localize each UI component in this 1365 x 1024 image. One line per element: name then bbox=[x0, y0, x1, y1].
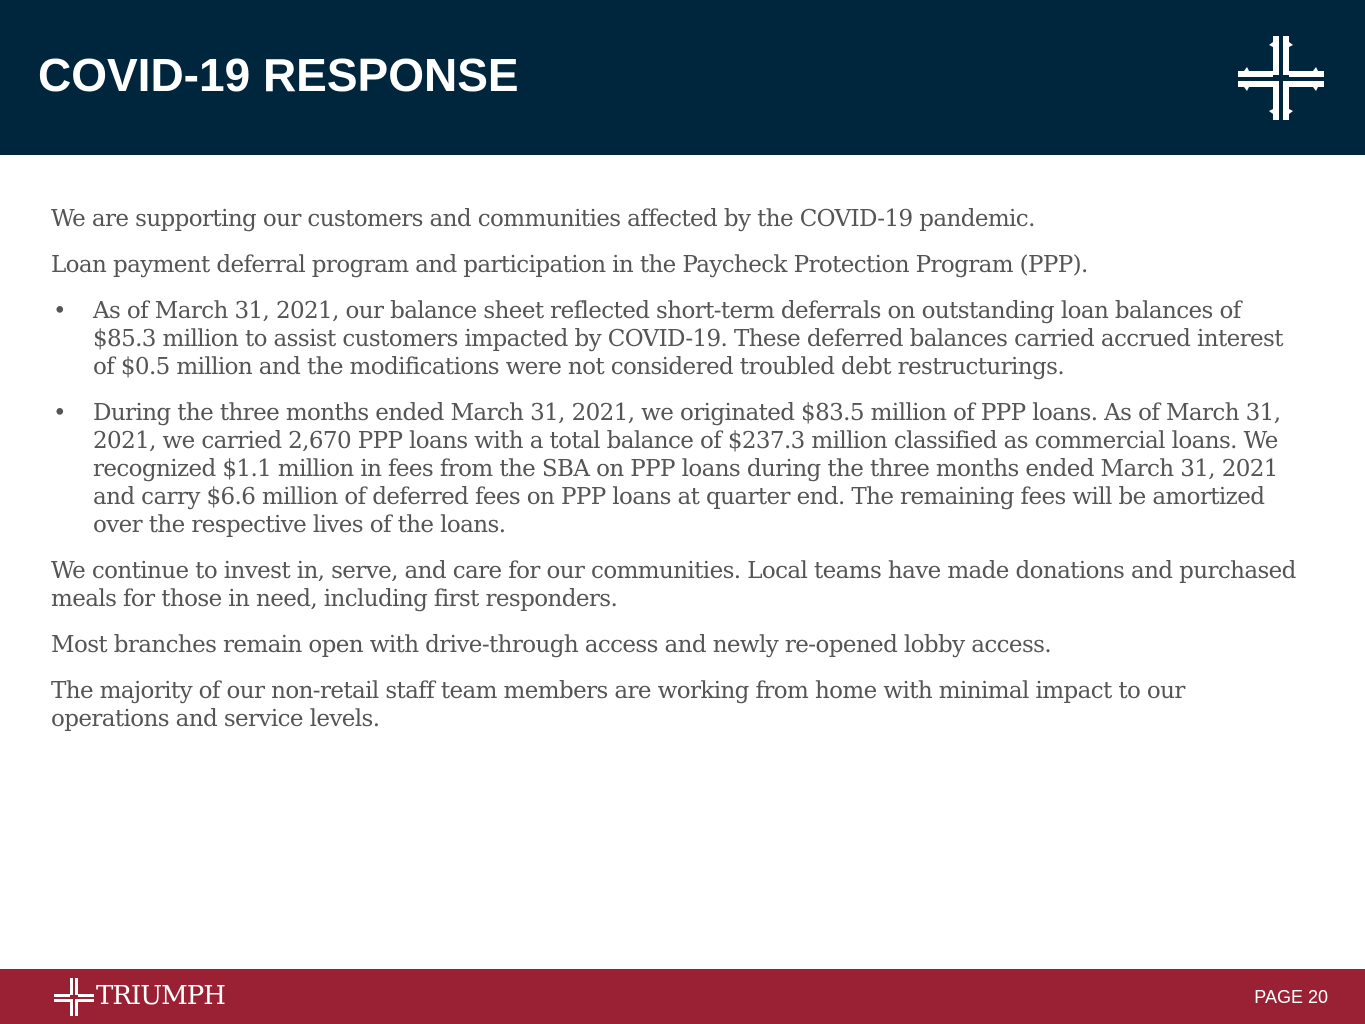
footer-brand-logo bbox=[54, 976, 234, 1018]
deferral-bullet bbox=[51, 297, 1301, 381]
slide-footer bbox=[0, 969, 1365, 1024]
ppp-bullet-list bbox=[51, 297, 1301, 539]
ppp-loans-bullet-text: During the three months ended March 31, 2021, we originated $83.5 million of PPP loans. As of March 31, 2021, we carried 2,670 PPP loans with a total balance of $237.3 million classified as commercial loans. We recognized $1.1 million in fees from the SBA on PPP loans during the three months ended March 31, 2021 and carry $6.6 million of deferred fees on PPP loans at quarter end. The remaining fees will be amortized over the respective lives of the loans. bbox=[93, 400, 1281, 538]
deferral-bullet-text: As of March 31, 2021, our balance sheet reflected short-term deferrals on outstanding loan balances of $85.3 million to assist customers impacted by COVID-19. These deferred balances carried accrued interest of $0.5 million and the modifications were not considered troubled debt restructurings. bbox=[93, 298, 1283, 380]
community-paragraph: We continue to invest in, serve, and care for our communities. Local teams have made donations and purchased meals for those in need, including first responders. bbox=[51, 558, 1296, 612]
page-title: COVID-19 RESPONSE bbox=[38, 49, 519, 101]
triumph-cross-logo-icon bbox=[1238, 36, 1324, 120]
remote-work-paragraph: The majority of our non-retail staff team members are working from home with minimal impact to our operations and service levels. bbox=[51, 678, 1185, 732]
bullet-icon: • bbox=[53, 298, 66, 324]
page-number: PAGE 20 bbox=[1254, 987, 1328, 1007]
intro-paragraph: We are supporting our customers and communities affected by the COVID-19 pandemic. bbox=[51, 206, 1035, 232]
bullet-icon: • bbox=[53, 400, 66, 426]
ppp-loans-bullet bbox=[51, 399, 1301, 539]
branches-paragraph: Most branches remain open with drive-through access and newly re-opened lobby access. bbox=[51, 632, 1052, 658]
slide-content bbox=[51, 205, 1301, 751]
ppp-program-paragraph: Loan payment deferral program and participation in the Paycheck Protection Program (PPP). bbox=[51, 252, 1088, 278]
footer-cross-logo-icon bbox=[54, 978, 94, 1016]
brand-wordmark: TRIUMPH bbox=[96, 981, 225, 1011]
slide-header bbox=[0, 0, 1365, 155]
